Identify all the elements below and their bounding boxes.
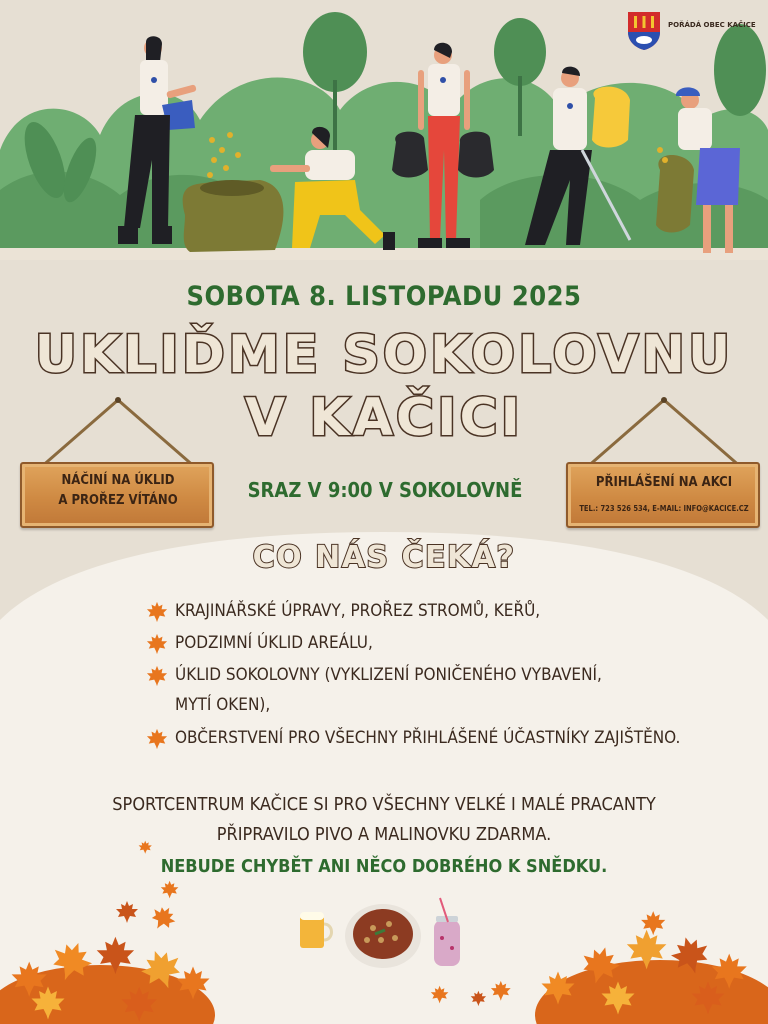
raspberry-lemonade-jar-icon [434, 898, 460, 966]
sign-left-line2: A PROŘEZ VÍTÁNO [58, 493, 178, 508]
program-item: PODZIMNÍ ÚKLID AREÁLU, [175, 633, 373, 653]
event-date: SOBOTA 8. LISTOPADU 2025 [186, 281, 582, 312]
maple-leaf-icon [146, 665, 168, 687]
footer-note-line1: SPORTCENTRUM KAČICE SI PRO VŠECHNY VELKÉ I MALÉ PRACANTY [112, 794, 656, 815]
footer-note-line2: PŘIPRAVILO PIVO A MALINOVKU ZDARMA. [216, 824, 552, 845]
sign-tools-welcome [20, 396, 216, 532]
sign-left-line1: NÁČINÍ NA ÚKLID [61, 473, 175, 488]
program-item: OBČERSTVENÍ PRO VŠECHNY PŘIHLÁŠENÉ ÚČASTNÍKY ZAJIŠTĚNO. [175, 728, 681, 748]
beer-mug-icon [300, 912, 332, 948]
meeting-info: SRAZ V 9:00 V SOKOLOVNĚ [247, 478, 523, 502]
program-item: KRAJINÁŘSKÉ ÚPRAVY, PROŘEZ STROMŮ, KEŘŮ, [175, 601, 541, 621]
organizer-label: POŘÁDÁ OBEC KAČICE [668, 21, 756, 29]
sign-right-contact: TEL.: 723 526 534, E-MAIL: INFO@KACICE.CZ [579, 504, 749, 513]
program-heading: CO NÁS ČEKÁ? [252, 540, 516, 575]
leaf-pile-right [431, 911, 768, 1024]
village-crest-icon [626, 10, 662, 50]
stew-bowl-icon [345, 904, 421, 968]
sign-registration [566, 396, 762, 532]
sign-board [566, 462, 760, 528]
organizer-badge [626, 10, 766, 52]
sign-right-title: PŘIHLÁŠENÍ NA AKCI [595, 475, 733, 490]
event-title-line2: V KAČICI [245, 388, 523, 448]
maple-leaf-icon [146, 633, 168, 655]
maple-leaf-icon [146, 728, 168, 750]
leaf-pile-left [0, 841, 215, 1024]
program-item-continuation: MYTÍ OKEN), [175, 695, 271, 715]
program-item: ÚKLID SOKOLOVNY (VYKLIZENÍ PONIČENÉHO VYBAVENÍ, [175, 665, 602, 685]
footer-note-line3: NEBUDE CHYBĚT ANI NĚCO DOBRÉHO K SNĚDKU. [160, 856, 608, 877]
event-title-line1: UKLIĎME SOKOLOVNU [34, 325, 734, 385]
autumn-leaves-decoration [0, 840, 768, 1024]
maple-leaf-icon [146, 601, 168, 623]
